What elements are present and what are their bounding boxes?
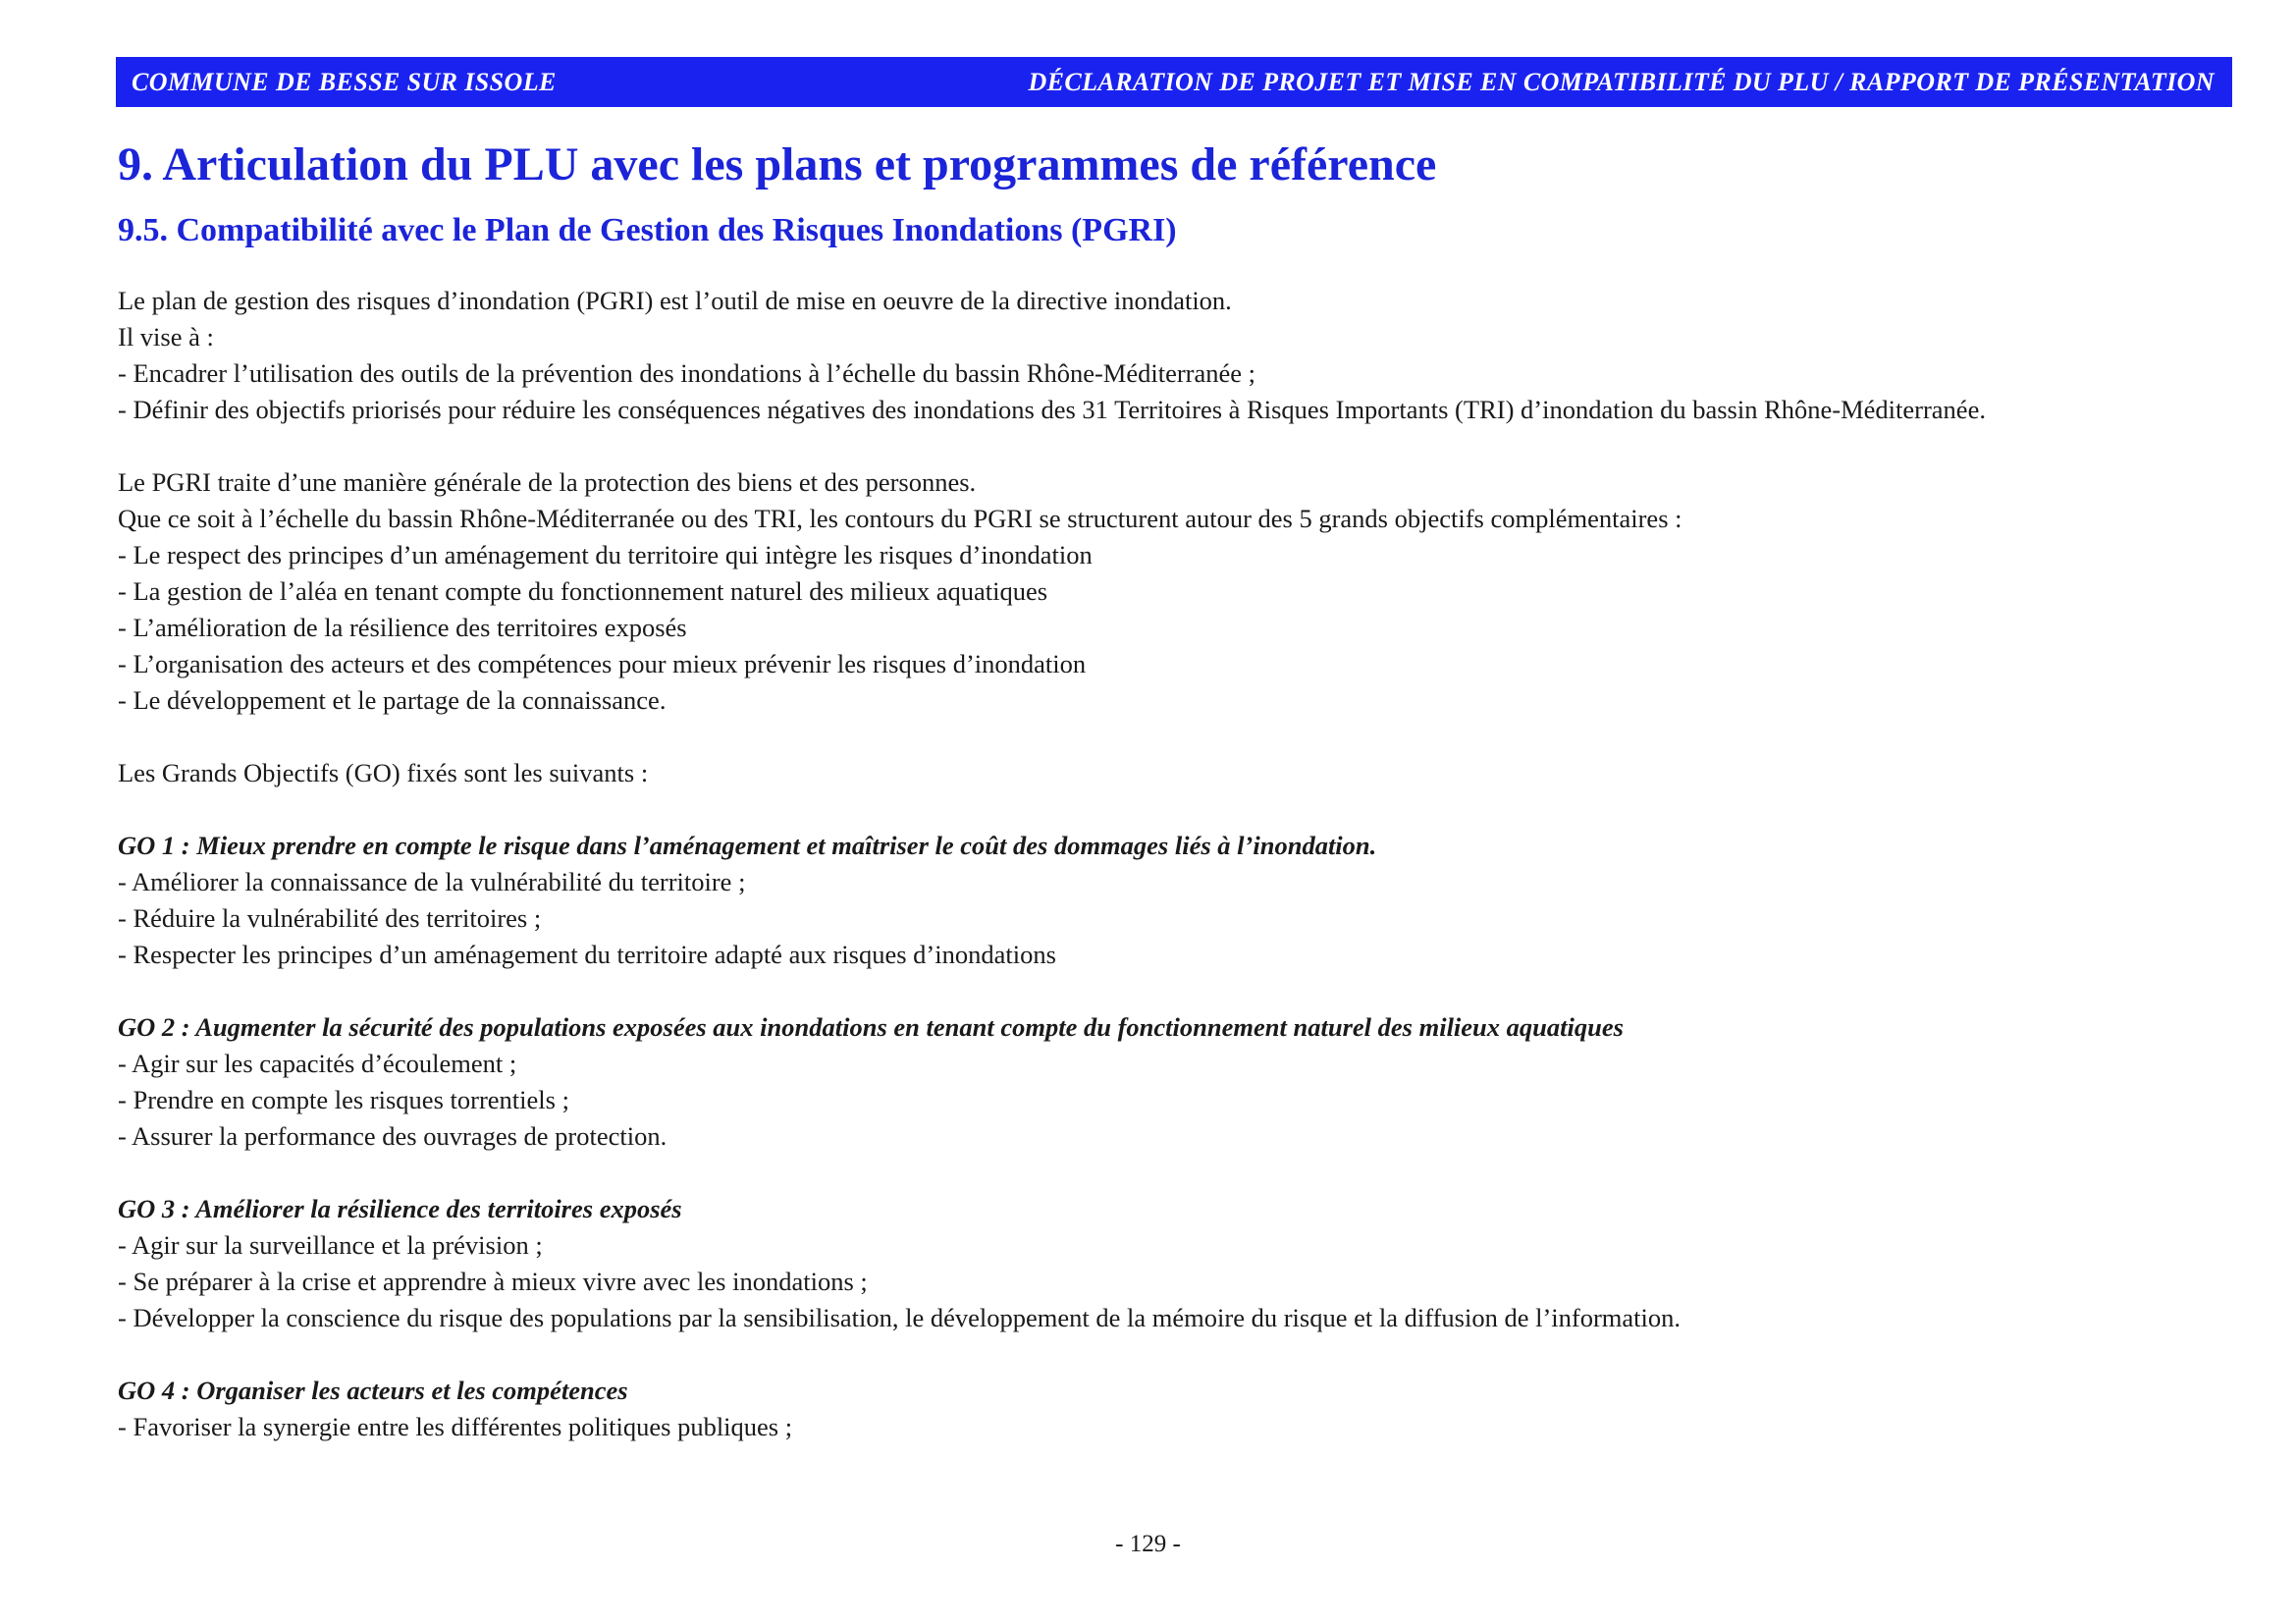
goal-block-3: [118, 1191, 2238, 1336]
paragraph-gap: [118, 428, 2238, 464]
section-title: 9. Articulation du PLU avec les plans et programmes de référence: [118, 138, 1437, 190]
header-commune: COMMUNE DE BESSE SUR ISSOLE: [132, 67, 557, 96]
goal-item: - Agir sur la surveillance et la prévision ;: [118, 1230, 543, 1260]
header-document-type: DÉCLARATION DE PROJET ET MISE EN COMPATIBILITÉ DU PLU / RAPPORT DE PRÉSENTATION: [1028, 67, 2215, 96]
goal-item: - Améliorer la connaissance de la vulnérabilité du territoire ;: [118, 867, 746, 896]
intro-line: Le plan de gestion des risques d’inondation (PGRI) est l’outil de mise en oeuvre de la directive inondation.: [118, 286, 1232, 315]
goal-item: - Agir sur les capacités d’écoulement ;: [118, 1049, 517, 1078]
goal-title: GO 3 : Améliorer la résilience des territoires exposés: [118, 1194, 682, 1223]
goal-title: GO 2 : Augmenter la sécurité des populations exposées aux inondations en tenant compte du fonctionnement naturel des milieux aquatiques: [118, 1012, 1624, 1042]
intro-paragraph: [118, 283, 2238, 428]
objectives-bullet: - Le respect des principes d’un aménagement du territoire qui intègre les risques d’inondation: [118, 540, 1093, 569]
paragraph-gap: [118, 973, 2238, 1009]
page-content: [118, 135, 2238, 1445]
goal-item: - Favoriser la synergie entre les différentes politiques publiques ;: [118, 1412, 793, 1441]
objectives-line: Le PGRI traite d’une manière générale de la protection des biens et des personnes.: [118, 467, 977, 497]
goal-item: - Se préparer à la crise et apprendre à mieux vivre avec les inondations ;: [118, 1267, 868, 1296]
page-number: - 129 -: [1115, 1531, 1181, 1557]
intro-bullet: - Définir des objectifs priorisés pour réduire les conséquences négatives des inondations des 31 Territoires à Risques Importants (TRI) d’inondation du bassin Rhône-Méditerranée.: [118, 395, 1986, 424]
objectives-line: Que ce soit à l’échelle du bassin Rhône-Méditerranée ou des TRI, les contours du PGRI se structurent autour des 5 grands objectifs complémentaires :: [118, 504, 1682, 533]
goal-item: - Prendre en compte les risques torrentiels ;: [118, 1085, 569, 1114]
objectives-bullet: - L’organisation des acteurs et des compétences pour mieux prévenir les risques d’inondation: [118, 649, 1087, 678]
go-intro: Les Grands Objectifs (GO) fixés sont les suivants :: [118, 758, 649, 787]
body-text: [118, 283, 2238, 1445]
goal-item: - Développer la conscience du risque des populations par la sensibilisation, le développement de la mémoire du risque et la diffusion de l’information.: [118, 1303, 1682, 1332]
goal-block-1: [118, 828, 2238, 973]
paragraph-gap: [118, 1336, 2238, 1373]
goal-title: GO 1 : Mieux prendre en compte le risque dans l’aménagement et maîtriser le coût des dommages liés à l’inondation.: [118, 831, 1377, 860]
paragraph-gap: [118, 791, 2238, 828]
goal-item: - Réduire la vulnérabilité des territoires ;: [118, 903, 542, 933]
goal-item: - Respecter les principes d’un aménagement du territoire adapté aux risques d’inondations: [118, 940, 1056, 969]
objectives-bullet: - Le développement et le partage de la connaissance.: [118, 685, 667, 715]
paragraph-gap: [118, 719, 2238, 755]
paragraph-gap: [118, 1155, 2238, 1191]
header-band: [116, 57, 2232, 107]
goal-block-2: [118, 1009, 2238, 1155]
objectives-bullet: - La gestion de l’aléa en tenant compte du fonctionnement naturel des milieux aquatiques: [118, 576, 1048, 606]
objectives-paragraph: [118, 464, 2238, 719]
intro-bullet: - Encadrer l’utilisation des outils de la prévention des inondations à l’échelle du bassin Rhône-Méditerranée ;: [118, 358, 1256, 388]
intro-line: Il vise à :: [118, 322, 214, 352]
subsection-title: 9.5. Compatibilité avec le Plan de Gestion des Risques Inondations (PGRI): [118, 212, 1177, 248]
goal-block-4: [118, 1373, 2238, 1445]
goal-title: GO 4 : Organiser les acteurs et les compétences: [118, 1376, 628, 1405]
objectives-bullet: - L’amélioration de la résilience des territoires exposés: [118, 613, 687, 642]
goal-item: - Assurer la performance des ouvrages de protection.: [118, 1121, 667, 1151]
